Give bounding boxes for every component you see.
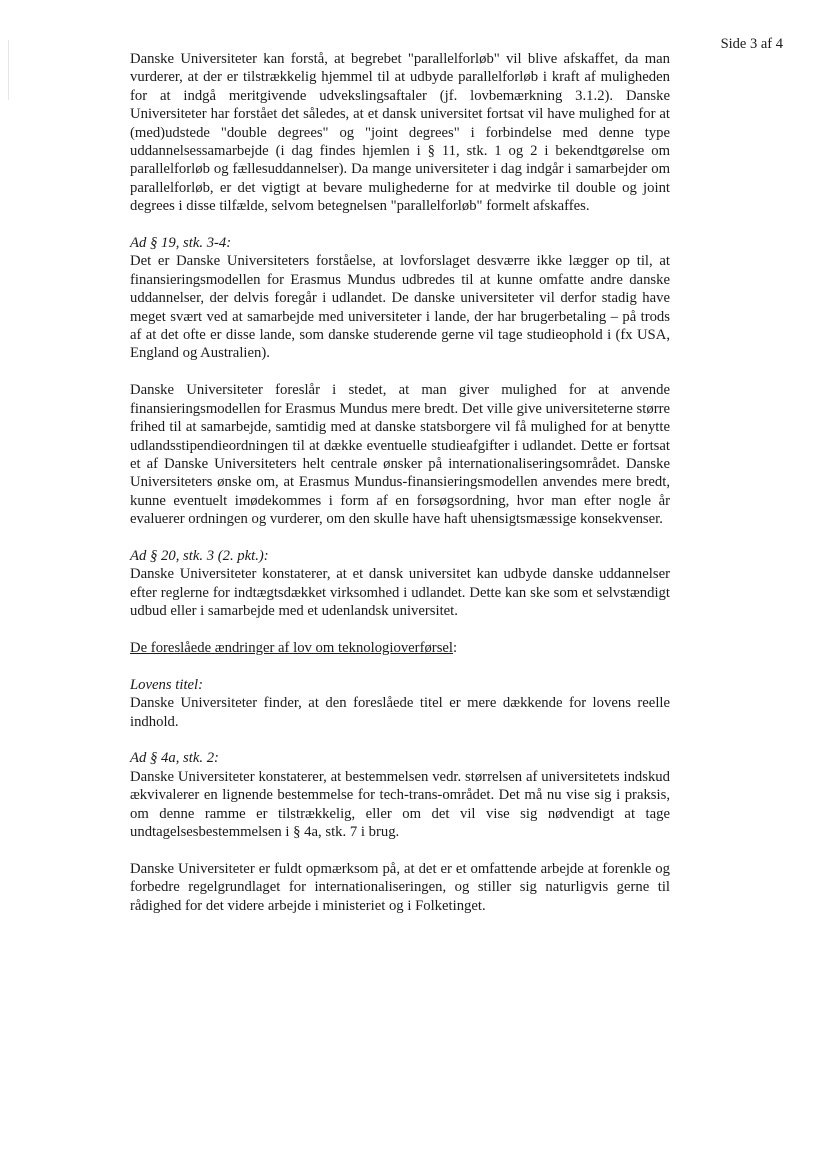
section-heading-ad-19: Ad § 19, stk. 3-4: bbox=[130, 235, 232, 252]
section-ad-4a bbox=[130, 749, 670, 841]
paragraph-parallelforloeb: Danske Universiteter kan forstå, at begrebet "parallelforløb" vil blive afskaffet, da man vurderer, at der er tilstrækkelig hjemmel til at udbyde parallelforløb i kraft af muligheden for at indgå meritgivende udvekslingsaftaler (jf. lovbemærkning 3.1.2). Danske Universiteter har forstået det således, at et dansk universitet fortsat vil have mulighed for at (med)udstede "double degrees" og "joint degrees" i forbindelse med denne type uddannelsessamarbejde (i dag findes hjemlen i § 11, stk. 1 og 2 i bekendtgørelse om parallelforløb og fællesuddannelser). Da mange universiteter i dag indgår i samarbejder om parallelforløb, er det vigtigt at bevare mulighederne for at medvirke til double og joint degrees i disse tilfælde, selvom betegnelsen "parallelforløb" formelt afskaffes. bbox=[130, 51, 670, 215]
paragraph-ad-4a: Danske Universiteter konstaterer, at bestemmelsen vedr. størrelsen af universitetets indskud ækvivalerer en lignende bestemmelse for tech-trans-området. Det må nu vise sig i praksis, om denne ramme er tilstrækkelig, eller om det vil vise sig nødvendigt at tage undtagelsesbestemmelsen i § 4a, stk. 7 i brug. bbox=[130, 768, 670, 840]
heading-teknologioverfoersel-text: De foreslåede ændringer af lov om teknologioverførsel bbox=[130, 639, 454, 656]
section-ad-20 bbox=[130, 547, 670, 621]
page-number: Side 3 af 4 bbox=[720, 36, 783, 52]
section-lovens-titel bbox=[130, 676, 670, 731]
heading-teknologioverfoersel-colon: : bbox=[453, 639, 458, 656]
section-heading-ad-20: Ad § 20, stk. 3 (2. pkt.): bbox=[130, 547, 269, 564]
section-heading-ad-4a: Ad § 4a, stk. 2: bbox=[130, 750, 219, 767]
scan-edge-mark bbox=[8, 40, 9, 100]
paragraph-ad-20: Danske Universiteter konstaterer, at et dansk universitet kan udbyde danske uddannelser efter reglerne for indtægtsdækket virksomhed i udlandet. Dette kan ske som et selvstændigt udbud eller i samarbejde med et udenlandsk universitet. bbox=[130, 566, 670, 620]
paragraph-closing: Danske Universiteter er fuldt opmærksom på, at det er et omfattende arbejde at forenkle og forbedre regelgrundlaget for internationaliseringen, og stiller sig naturligvis gerne til rådighed for det videre arbejde i ministeriet og i Folketinget. bbox=[130, 860, 670, 914]
paragraph-lovens-titel: Danske Universiteter finder, at den foreslåede titel er mere dækkende for lovens reelle indhold. bbox=[130, 695, 670, 730]
paragraph-erasmus-mundus: Danske Universiteter foreslår i stedet, at man giver mulighed for at anvende finansieringsmodellen for Erasmus Mundus mere bredt. Det ville give universiteterne større frihed til at samarbejde, samtidig med at danske statsborgere vil få mulighed for at benytte udlandsstipendieordningen til at dække eventuelle studieafgifter i udlandet. Dette er fortsat et af Danske Universiteters helt centrale ønsker på internationaliseringsområdet. Danske Universiteters ønske om, at Erasmus Mundus-finansieringsmodellen anvendes mere bredt, kunne eventuelt imødekommes i form af en forsøgsordning, hvor man efter nogle år evaluerer ordningen og vurderer, om den skulle have haft uhensigtsmæssige konsekvenser. bbox=[130, 382, 670, 528]
section-ad-19 bbox=[130, 234, 670, 363]
section-heading-teknologioverfoersel bbox=[130, 639, 670, 657]
paragraph-ad-19: Det er Danske Universiteters forståelse, at lovforslaget desværre ikke lægger op til, at finansieringsmodellen for Erasmus Mundus udbredes til at kunne omfatte andre danske uddannelser, der delvis foregår i udlandet. De danske universiteter vil derfor stadig have meget svært ved at samarbejde med universiteter i lande, der har brugerbetaling – på trods af at det ofte er disse lande, som danske studerende gerne vil tage studieophold i (fx USA, England og Australien). bbox=[130, 253, 670, 362]
document-body bbox=[130, 50, 670, 933]
section-heading-lovens-titel: Lovens titel: bbox=[130, 676, 204, 693]
